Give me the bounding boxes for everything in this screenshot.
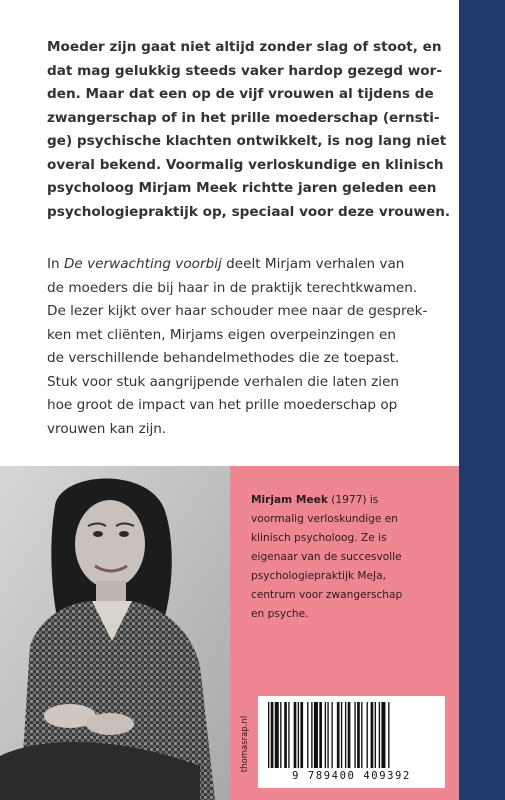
isbn-number: 9 789400 409392 <box>292 770 411 782</box>
barcode-bar <box>284 702 287 768</box>
lead-line: den. Maar dat een op de vijf vrouwen al tijdens de <box>47 86 434 102</box>
isbn-barcode <box>258 696 445 788</box>
publisher-website <box>238 700 252 788</box>
bio-line: eigenaar van de succesvolle <box>251 551 402 563</box>
barcode-bar <box>268 702 269 768</box>
barcode-bar <box>298 702 299 768</box>
barcode-bar <box>311 702 312 768</box>
lead-line: Moeder zijn gaat niet altijd zonder slag of stoot, en <box>47 39 442 55</box>
lead-line: overal bekend. Voormalig verloskundige en klinisch <box>47 156 444 173</box>
barcode-bar <box>348 702 351 768</box>
barcode-bar <box>371 702 374 768</box>
barcode-bar <box>375 702 376 768</box>
body-prefix: In <box>47 256 64 272</box>
barcode-bar <box>300 702 303 768</box>
barcode-bar <box>307 702 308 768</box>
barcode-bar <box>327 702 328 768</box>
barcode-bar <box>288 702 289 768</box>
body-line: De lezer kijkt over haar schouder mee naar de gesprek- <box>47 303 428 319</box>
body-line: de moeders die bij haar in de praktijk terechtkwamen. <box>47 279 418 296</box>
bio-line: centrum voor zwangerschap <box>251 589 403 601</box>
barcode-bar <box>331 702 332 768</box>
barcode-bar <box>367 702 368 768</box>
book-title: De verwachting voorbij <box>63 256 222 272</box>
barcode-bar <box>361 702 362 768</box>
body-line: vrouwen kan zijn. <box>47 420 167 437</box>
author-name: Mirjam Meek <box>251 494 328 506</box>
barcode-bar <box>271 702 274 768</box>
lead-line: ge) psychische klachten ontwikkelt, is nog lang niet <box>47 133 447 149</box>
barcode-bar <box>314 702 318 768</box>
body-line: Stuk voor stuk aangrijpende verhalen die laten zien <box>47 373 400 390</box>
bio-line: voormalig verloskundige en <box>251 513 399 525</box>
author-photo <box>0 466 230 800</box>
barcode-bar <box>381 702 385 768</box>
bio-line: en psyche. <box>251 608 309 620</box>
blurb <box>47 36 452 441</box>
barcode-bar <box>294 702 297 768</box>
barcode-bar <box>345 702 346 768</box>
author-year: (1977) is <box>327 494 379 506</box>
barcode-bar <box>388 702 389 768</box>
bio-line: klinisch psycholoog. Ze is <box>251 532 387 544</box>
barcode-bar <box>357 702 360 768</box>
barcode-bar <box>280 702 281 768</box>
body-line: de verschillende behandelmethodes die ze toepast. <box>47 350 400 366</box>
bio-line: psychologiepraktijk MeJa, <box>251 570 387 582</box>
body-line: ken met cliënten, Mirjams eigen overpeinzingen en <box>47 326 396 343</box>
blurb-lead-paragraph <box>47 36 452 224</box>
barcode-bars <box>268 702 436 768</box>
barcode-bar <box>275 702 279 768</box>
blurb-body-paragraph <box>47 253 452 441</box>
lead-line: dat mag gelukkig steeds vaker hardop gezegd wor- <box>47 62 442 79</box>
barcode-bar <box>319 702 322 768</box>
barcode-bar <box>325 702 326 768</box>
lead-line: zwangerschap of in het prille moederschap (ernsti- <box>47 109 440 126</box>
lead-line: psychologiepraktijk op, speciaal voor deze vrouwen. <box>47 203 451 220</box>
book-spine <box>459 0 505 800</box>
barcode-bar <box>341 702 342 768</box>
barcode-bar <box>354 702 355 768</box>
body-suffix: deelt Mirjam verhalen van <box>221 256 405 272</box>
author-bio <box>251 491 441 624</box>
lead-line: psycholoog Mirjam Meek richtte jaren geleden een <box>47 180 437 196</box>
body-line: hoe groot de impact van het prille moederschap op <box>47 397 398 413</box>
barcode-bar <box>337 702 340 768</box>
publisher-label: thomasrap.nl <box>240 715 250 773</box>
barcode-bar <box>379 702 380 768</box>
